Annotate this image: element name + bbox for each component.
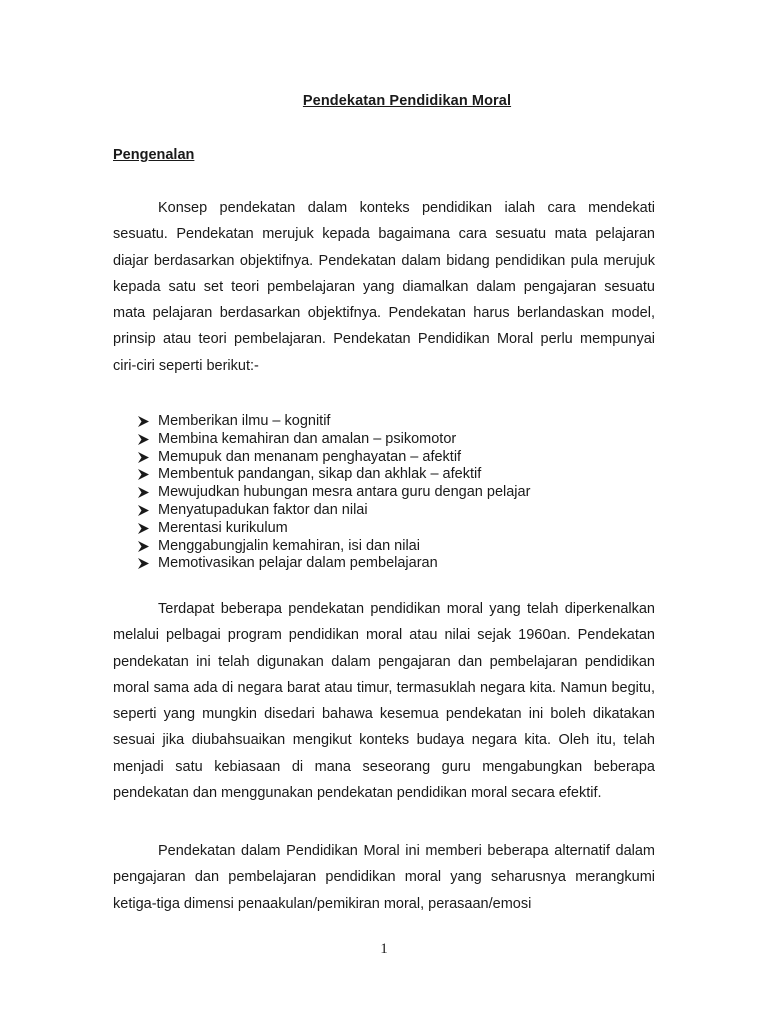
list-item-text: Mewujudkan hubungan mesra antara guru dengan pelajar xyxy=(158,484,531,501)
section-heading: Pengenalan xyxy=(113,147,195,163)
arrowhead-bullet-icon xyxy=(137,433,150,446)
list-item xyxy=(137,413,530,431)
arrowhead-bullet-icon xyxy=(137,468,150,481)
list-item xyxy=(137,449,530,467)
list-item-text: Membina kemahiran dan amalan – psikomotor xyxy=(158,430,457,447)
list-item xyxy=(137,484,530,502)
list-item-text: Menyatupadukan faktor dan nilai xyxy=(158,501,368,518)
paragraph-alternatives: Pendekatan dalam Pendidikan Moral ini memberi beberapa alternatif dalam pengajaran dan pembelajaran pendidikan moral yang seharusnya merangkumi ketiga-tiga dimensi penaakulan/pemikiran moral, perasaan/emosi xyxy=(113,843,655,912)
list-item xyxy=(137,466,530,484)
list-item-text: Memberikan ilmu – kognitif xyxy=(158,413,331,429)
arrowhead-bullet-icon xyxy=(137,540,150,553)
list-item-text: Merentasi kurikulum xyxy=(158,519,288,536)
arrowhead-bullet-icon xyxy=(137,451,150,464)
list-item-text: Menggabungjalin kemahiran, isi dan nilai xyxy=(158,537,420,554)
arrowhead-bullet-icon xyxy=(137,504,150,517)
list-item xyxy=(137,555,530,573)
list-item xyxy=(137,520,530,538)
list-item xyxy=(137,538,530,556)
page-number: 1 xyxy=(380,941,388,957)
paragraph-intro: Konsep pendekatan dalam konteks pendidikan ialah cara mendekati sesuatu. Pendekatan merujuk kepada bagaimana cara sesuatu mata pelajaran diajar berdasarkan objektifnya. Pendekatan dalam bidang pendidikan pula merujuk kepada satu set teori pembelajaran yang diamalkan dalam pengajaran sesuatu mata pelajaran berdasarkan objektifnya. Pendekatan harus berlandaskan model, prinsip atau teori pembelajaran. Pendekatan Pendidikan Moral perlu mempunyai ciri-ciri seperti berikut:- xyxy=(113,200,655,374)
document-title: Pendekatan Pendidikan Moral xyxy=(302,93,512,109)
paragraph-approaches: Terdapat beberapa pendekatan pendidikan moral yang telah diperkenalkan melalui pelbagai program pendidikan moral atau nilai sejak 1960an. Pendekatan pendekatan ini telah digunakan dalam pengajaran dan pembelajaran pendidikan moral sama ada di negara barat atau timur, termasuklah negara kita. Namun begitu, seperti yang mungkin disedari bahawa kesemua pendekatan ini boleh dikatakan sesuai jika diubahsuaikan mengikut konteks budaya negara kita. Oleh itu, telah menjadi satu kebiasaan di mana seseorang guru mengabungkan beberapa pendekatan dan menggunakan pendekatan pendidikan moral secara efektif. xyxy=(113,601,655,802)
arrowhead-bullet-icon xyxy=(137,522,150,535)
arrowhead-bullet-icon xyxy=(137,415,150,428)
list-item-text: Memupuk dan menanam penghayatan – afektif xyxy=(158,448,462,465)
list-item xyxy=(137,431,530,449)
list-item-text: Memotivasikan pelajar dalam pembelajaran xyxy=(158,555,438,572)
arrowhead-bullet-icon xyxy=(137,486,150,499)
list-item-text: Membentuk pandangan, sikap dan akhlak – afektif xyxy=(158,466,482,483)
arrowhead-bullet-icon xyxy=(137,557,150,570)
characteristics-list xyxy=(137,413,530,573)
list-item xyxy=(137,502,530,520)
